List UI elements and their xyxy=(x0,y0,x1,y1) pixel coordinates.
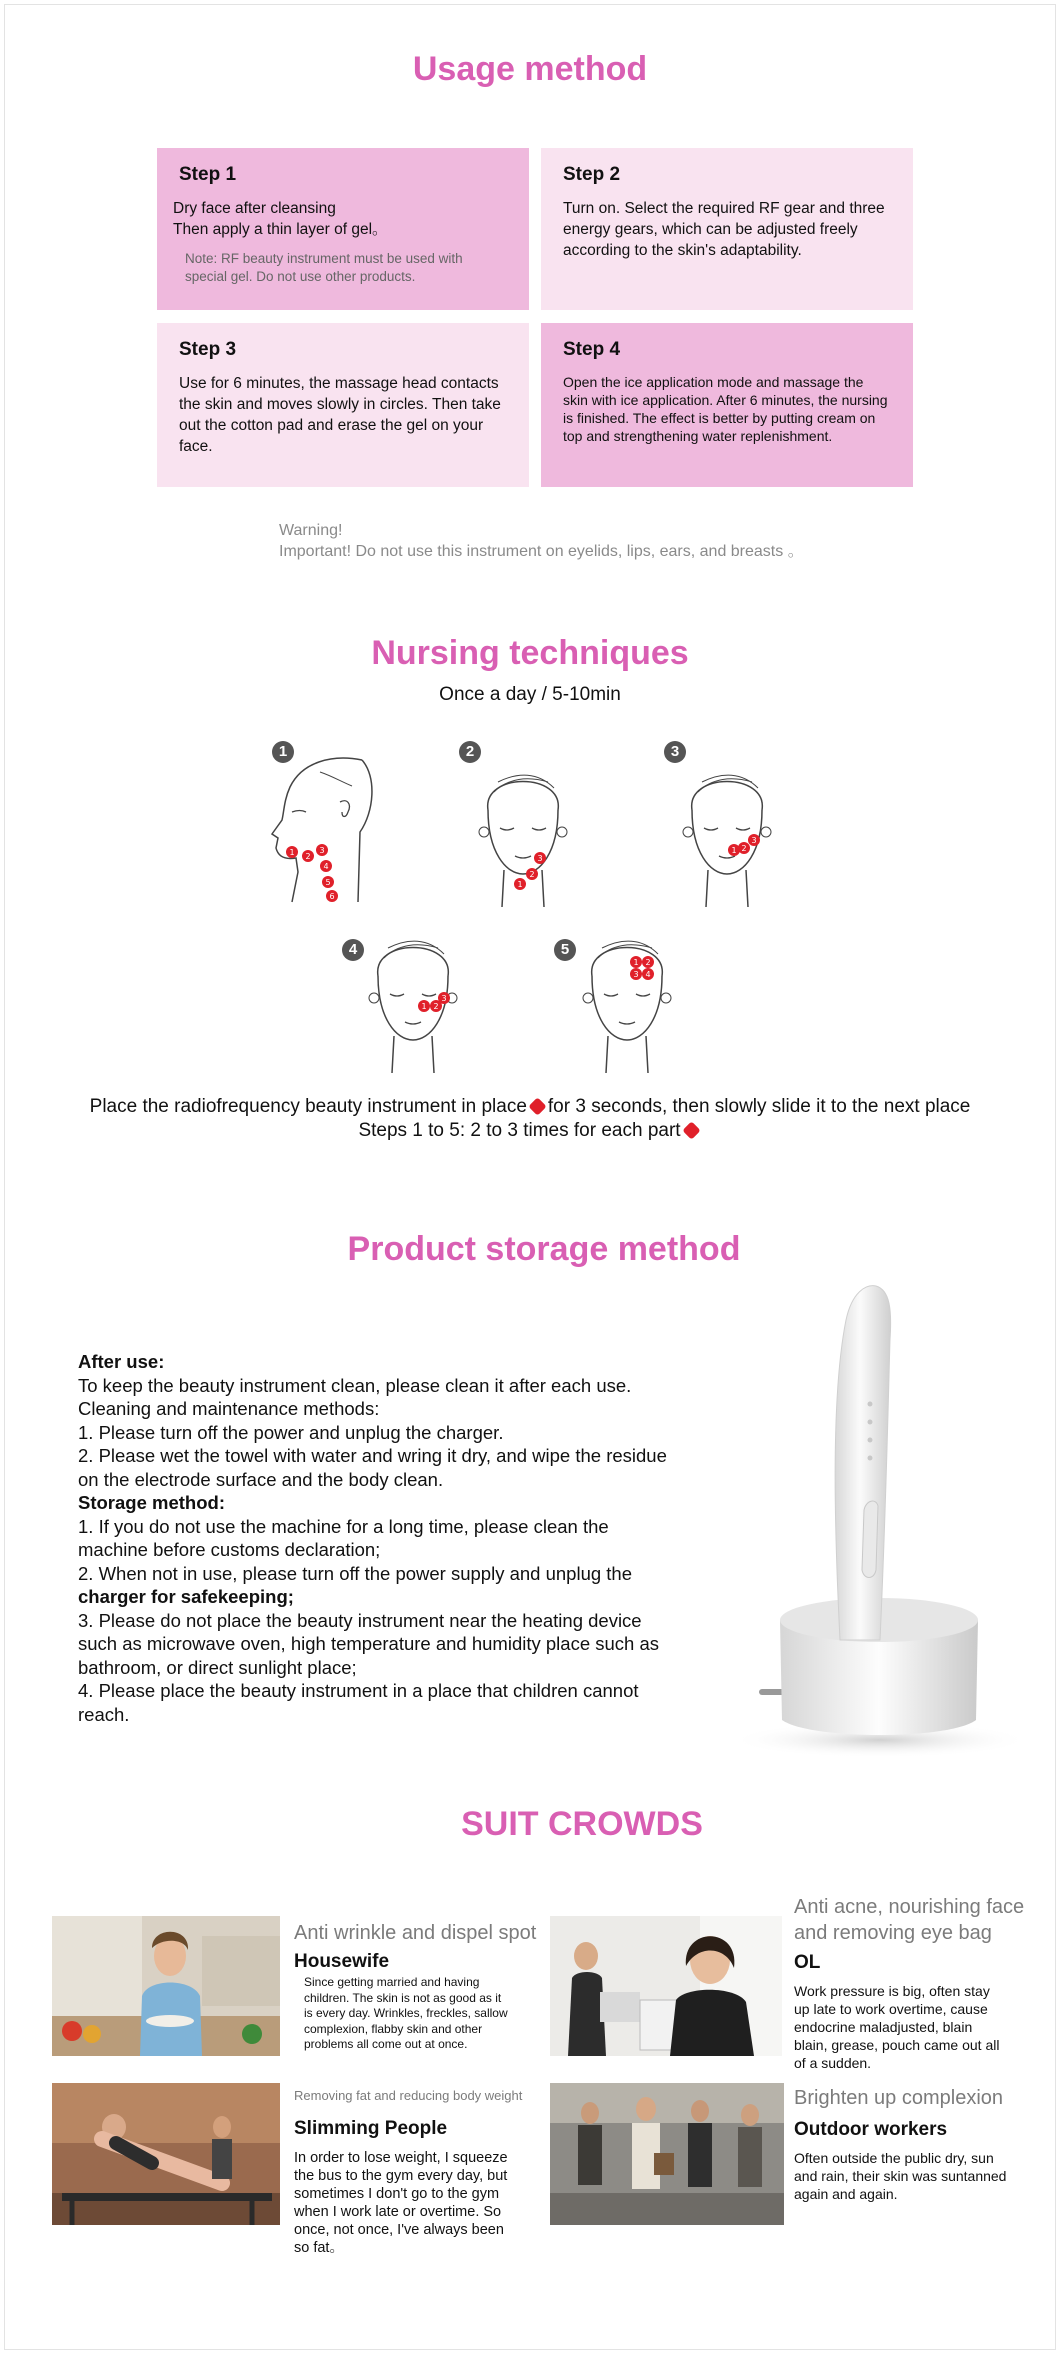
step-1-note: Note: RF beauty instrument must be used with special gel. Do not use other products. xyxy=(185,251,463,284)
usage-title: Usage method xyxy=(412,50,648,88)
instruction-part-b: for 3 seconds, then slowly slide it to the next place xyxy=(547,1096,971,1117)
ol-desc: Work pressure is big, often stay up late to work overtime, cause endocrine maladjusted, blain blain, grease, pouch came out all of a sudden. xyxy=(794,1983,1000,2071)
warning-text: Important! Do not use this instrument on eyelids, lips, ears, and breasts 。 xyxy=(279,543,804,560)
slimming-desc: In order to lose weight, I squeeze the bus to the gym every day, but sometimes I don't go to the gym when I work late or overtime. So once, not once, I've always been so fat。 xyxy=(294,2150,508,2256)
warning-title: Warning! xyxy=(279,522,343,539)
red-hexagon-icon xyxy=(682,1121,700,1139)
storage-line-3: 3. Please do not place the beauty instrument near the heating device such as microwave oven, high temperature and humidity place such as bathroom, or direct sunlight place; xyxy=(78,1609,659,1678)
slimming-people-photo xyxy=(52,2083,280,2225)
housewife-name: Housewife xyxy=(294,1951,390,1972)
ol-benefit: Anti acne, nourishing face and removing eye bag xyxy=(794,1896,1025,1944)
storage-line-1: 1. If you do not use the machine for a long time, please clean the machine before customs declaration; xyxy=(78,1515,609,1560)
housewife-benefit: Anti wrinkle and dispel spot xyxy=(294,1922,537,1944)
step-4-title: Step 4 xyxy=(563,339,621,360)
face-front-diagram-3 xyxy=(672,752,782,912)
step-4-card xyxy=(541,323,913,487)
outdoor-desc: Often outside the public dry, sun and rain, their skin was suntanned again and again. xyxy=(794,2150,1007,2202)
step-3-title: Step 3 xyxy=(179,339,237,360)
red-hexagon-icon xyxy=(528,1097,546,1115)
step-3-text: Use for 6 minutes, the massage head contacts the skin and moves slowly in circles. Then take out the cotton pad and erase the gel on your face. xyxy=(179,375,501,455)
face-profile-diagram-1 xyxy=(262,752,382,912)
point-5-4: 4 xyxy=(645,970,651,979)
after-use-line-4: 2. Please wet the towel with water and wring it dry, and wipe the residue on the electrode surface and the body clean. xyxy=(78,1445,667,1490)
nursing-frequency: Once a day / 5-10min xyxy=(439,684,621,705)
point-2-3: 3 xyxy=(537,854,543,863)
step-1-card xyxy=(157,148,529,310)
point-1-1: 1 xyxy=(289,848,295,857)
point-3-2: 2 xyxy=(741,844,747,853)
point-1-2: 2 xyxy=(305,852,311,861)
point-5-2: 2 xyxy=(645,958,651,967)
diagram-5-number: 5 xyxy=(554,939,576,961)
warning-block xyxy=(279,520,804,562)
housewife-photo xyxy=(52,1916,280,2056)
beauty-instrument-product-image xyxy=(730,1280,1030,1760)
nursing-instruction-2 xyxy=(0,1119,1060,1143)
step-2-title: Step 2 xyxy=(563,164,621,185)
after-use-title: After use: xyxy=(78,1351,165,1372)
diagram-1-number: 1 xyxy=(272,741,294,763)
diagram-4-number: 4 xyxy=(342,939,364,961)
slimming-benefit: Removing fat and reducing body weight xyxy=(294,2088,523,2103)
point-4-3: 3 xyxy=(441,994,447,1003)
after-use-line-3: 1. Please turn off the power and unplug the charger. xyxy=(78,1421,504,1443)
step-1-line-2: Then apply a thin layer of gel。 xyxy=(173,221,388,238)
storage-text-block xyxy=(78,1350,678,1726)
after-use-line-1: To keep the beauty instrument clean, please clean it after each use. xyxy=(78,1374,632,1396)
step-3-card xyxy=(157,323,529,487)
point-1-6: 6 xyxy=(329,892,335,901)
point-1-4: 4 xyxy=(323,862,329,871)
ol-name: OL xyxy=(794,1952,821,1973)
instruction-part-a: Place the radiofrequency beauty instrument in place xyxy=(89,1096,527,1117)
step-2-card xyxy=(541,148,913,310)
office-lady-photo xyxy=(550,1916,782,2056)
step-1-title: Step 1 xyxy=(179,164,237,185)
face-front-diagram-5 xyxy=(572,918,682,1078)
slimming-name: Slimming People xyxy=(294,2118,448,2139)
diagram-2-number: 2 xyxy=(459,741,481,763)
storage-line-4: 4. Please place the beauty instrument in a place that children cannot reach. xyxy=(78,1680,639,1725)
outdoor-workers-photo xyxy=(550,2083,784,2225)
storage-line-2b: charger for safekeeping; xyxy=(78,1586,294,1607)
point-3-1: 1 xyxy=(731,846,737,855)
point-2-2: 2 xyxy=(529,870,535,879)
point-1-5: 5 xyxy=(325,878,331,887)
point-4-1: 1 xyxy=(421,1002,427,1011)
crowds-title: SUIT CROWDS xyxy=(461,1805,703,1843)
point-1-3: 3 xyxy=(319,846,325,855)
housewife-desc: Since getting married and having children. The skin is not as good as it is every day. Wrinkles, freckles, sallow complexion, flabby skin and other problems all come out at once. xyxy=(304,1975,508,2051)
point-2-1: 1 xyxy=(517,880,523,889)
step-1-line-1: Dry face after cleansing xyxy=(173,200,336,217)
storage-title: Product storage method xyxy=(347,1230,741,1268)
face-front-diagram-4 xyxy=(358,918,468,1078)
outdoor-name: Outdoor workers xyxy=(794,2119,948,2140)
diagram-3-number: 3 xyxy=(664,741,686,763)
point-5-1: 1 xyxy=(633,958,639,967)
point-5-3: 3 xyxy=(633,970,639,979)
nursing-instruction-1 xyxy=(0,1095,1060,1119)
storage-line-2a: 2. When not in use, please turn off the power supply and unplug the xyxy=(78,1562,633,1584)
storage-method-title: Storage method: xyxy=(78,1492,225,1513)
step-2-text: Turn on. Select the required RF gear and three energy gears, which can be adjusted freely according to the skin's adaptability. xyxy=(563,200,885,259)
instruction-steps: Steps 1 to 5: 2 to 3 times for each part xyxy=(358,1120,681,1141)
outdoor-benefit: Brighten up complexion xyxy=(794,2087,1004,2109)
after-use-line-2: Cleaning and maintenance methods: xyxy=(78,1398,380,1419)
nursing-title: Nursing techniques xyxy=(371,634,689,672)
point-4-2: 2 xyxy=(433,1002,439,1011)
face-front-diagram-2 xyxy=(468,752,578,912)
step-4-text: Open the ice application mode and massage the skin with ice application. After 6 minutes, the nursing is finished. The effect is better by putting cream on top and strengthening water replenishment. xyxy=(563,374,888,444)
point-3-3: 3 xyxy=(751,836,757,845)
